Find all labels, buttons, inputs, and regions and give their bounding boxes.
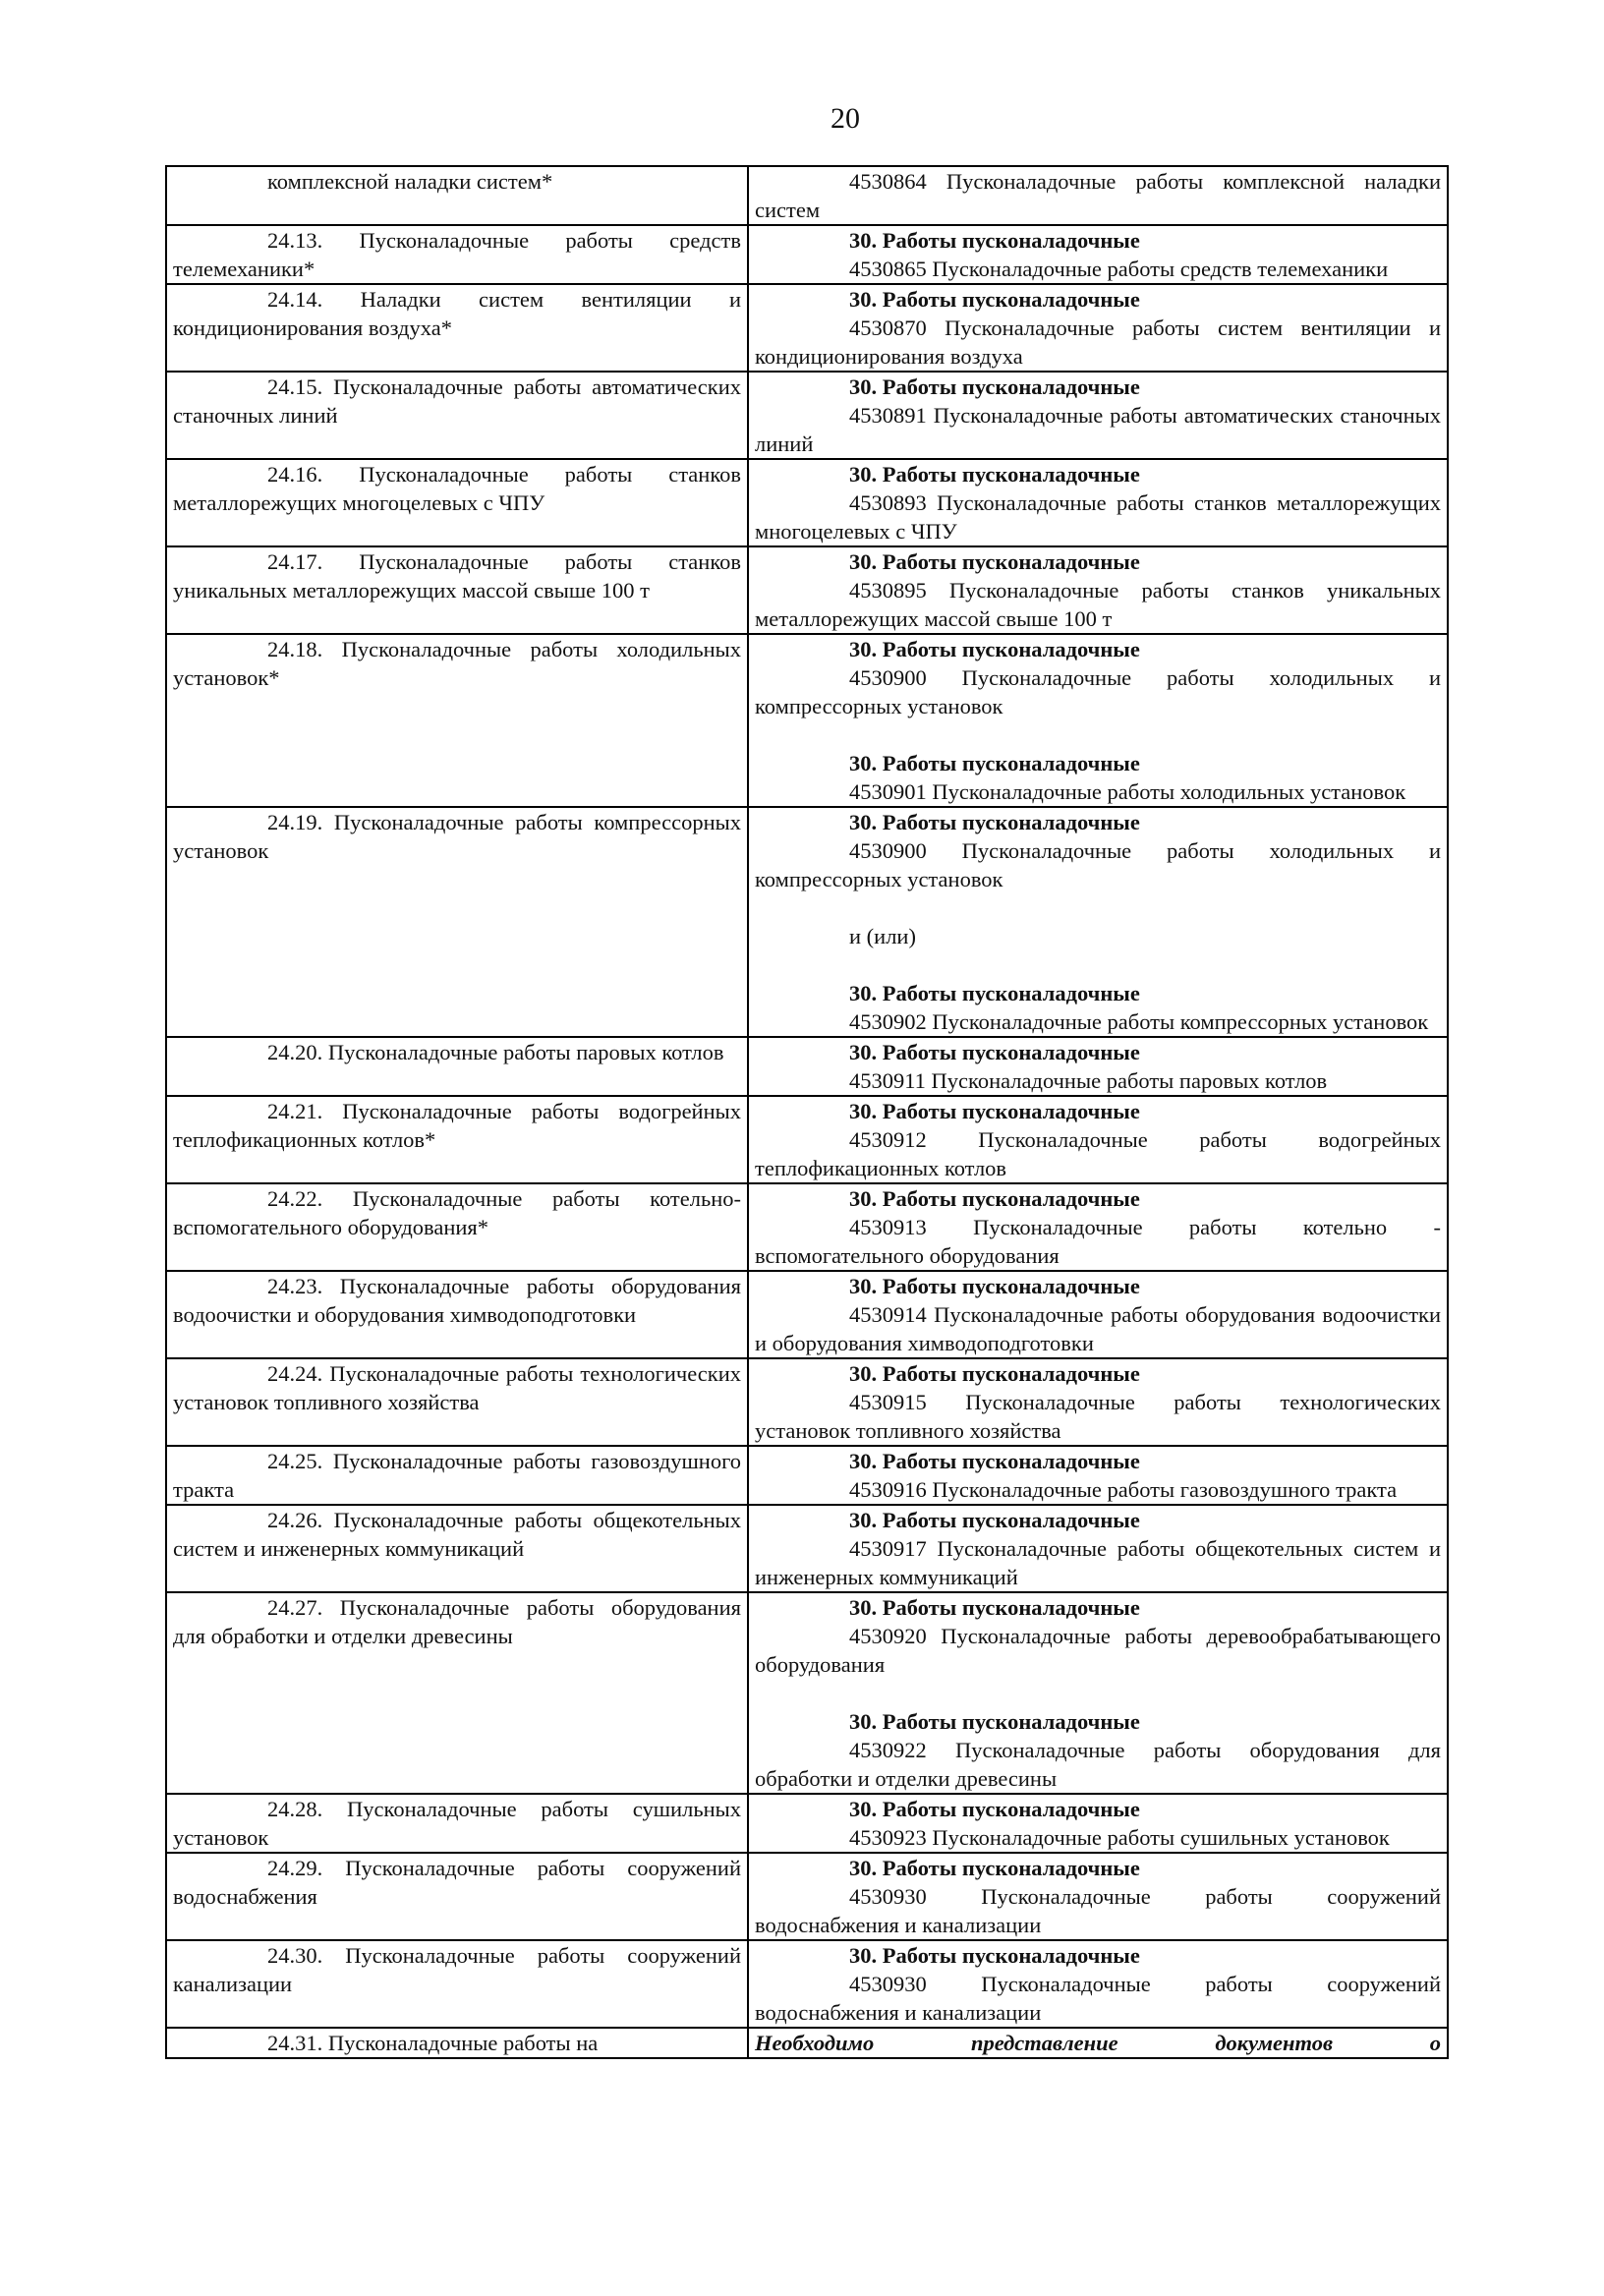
- page-number: 20: [831, 102, 860, 135]
- okdp-code-cell: [748, 1592, 1448, 1794]
- alternative-separator: и (или): [849, 924, 916, 948]
- work-type-text: 24.14. Наладки систем вентиляции и кондиционирования воздуха*: [173, 287, 741, 340]
- table-row: [166, 2028, 1448, 2058]
- okdp-code-entry: 4530870 Пусконаладочные работы систем вентиляции и кондиционирования воздуха: [755, 316, 1441, 369]
- okdp-code-entry: 4530902 Пусконаладочные работы компрессорных установок: [849, 1009, 1429, 1034]
- block-spacer: [755, 950, 1441, 979]
- work-type-cell: [166, 1096, 748, 1183]
- okdp-code-cell: [748, 807, 1448, 1037]
- okdp-code-entry: 4530930 Пусконаладочные работы сооружений водоснабжения и канализации: [755, 1972, 1441, 2025]
- okdp-code-entry: 4530901 Пусконаладочные работы холодильных установок: [849, 779, 1406, 804]
- okdp-code-entry: 4530864 Пусконаладочные работы комплексной наладки систем: [755, 169, 1441, 222]
- okdp-section-title: 30. Работы пусконаладочные: [849, 1595, 1140, 1620]
- table-row: [166, 1358, 1448, 1446]
- table-row: [166, 634, 1448, 807]
- okdp-code-entry: 4530900 Пусконаладочные работы холодильных и компрессорных установок: [755, 665, 1441, 718]
- block-spacer: [755, 893, 1441, 922]
- table-row: [166, 225, 1448, 284]
- work-type-text: 24.13. Пусконаладочные работы средств телемеханики*: [173, 228, 741, 281]
- okdp-code-cell: [748, 1271, 1448, 1358]
- table-row: [166, 459, 1448, 546]
- okdp-section-title: 30. Работы пусконаладочные: [849, 1709, 1140, 1734]
- table-row: [166, 807, 1448, 1037]
- work-type-cell: [166, 459, 748, 546]
- okdp-code-cell: [748, 1505, 1448, 1592]
- table-row: [166, 166, 1448, 225]
- work-type-cell: [166, 2028, 748, 2058]
- okdp-code-entry: 4530893 Пусконаладочные работы станков металлорежущих многоцелевых с ЧПУ: [755, 490, 1441, 544]
- table-row: [166, 1853, 1448, 1940]
- okdp-section-title: 30. Работы пусконаладочные: [849, 981, 1140, 1005]
- okdp-code-cell: [748, 1183, 1448, 1271]
- work-type-text: 24.22. Пусконаладочные работы котельно-вспомогательного оборудования*: [173, 1186, 741, 1239]
- okdp-section-title: 30. Работы пусконаладочные: [849, 1508, 1140, 1532]
- table-row: [166, 284, 1448, 372]
- okdp-code-entry: 4530930 Пусконаладочные работы сооружений водоснабжения и канализации: [755, 1884, 1441, 1937]
- okdp-section-title: 30. Работы пусконаладочные: [849, 549, 1140, 574]
- okdp-code-cell: [748, 1794, 1448, 1853]
- work-type-cell: [166, 1940, 748, 2028]
- block-spacer: [755, 720, 1441, 749]
- work-type-text: 24.21. Пусконаладочные работы водогрейных теплофикационных котлов*: [173, 1099, 741, 1152]
- table-row: [166, 1446, 1448, 1505]
- work-type-cell: [166, 372, 748, 459]
- work-type-text: 24.18. Пусконаладочные работы холодильных установок*: [173, 637, 741, 690]
- okdp-code-entry: 4530865 Пусконаладочные работы средств телемеханики: [849, 257, 1389, 281]
- work-types-table: [165, 165, 1449, 2059]
- okdp-code-cell: [748, 634, 1448, 807]
- okdp-code-cell: [748, 225, 1448, 284]
- work-type-text: 24.20. Пусконаладочные работы паровых котлов: [267, 1040, 724, 1064]
- work-type-text: 24.15. Пусконаладочные работы автоматических станочных линий: [173, 374, 741, 428]
- work-type-text: 24.23. Пусконаладочные работы оборудования водоочистки и оборудования химводоподготовки: [173, 1274, 741, 1327]
- table-row: [166, 1183, 1448, 1271]
- okdp-section-title: 30. Работы пусконаладочные: [849, 374, 1140, 399]
- okdp-code-entry: 4530914 Пусконаладочные работы оборудования водоочистки и оборудования химводоподготовки: [755, 1302, 1441, 1355]
- okdp-section-title: 30. Работы пусконаладочные: [849, 228, 1140, 253]
- work-type-cell: [166, 546, 748, 634]
- work-type-cell: [166, 284, 748, 372]
- okdp-code-entry: 4530915 Пусконаладочные работы технологических установок топливного хозяйства: [755, 1390, 1441, 1443]
- okdp-section-title: 30. Работы пусконаладочные: [849, 1274, 1140, 1298]
- okdp-section-title: 30. Работы пусконаладочные: [849, 287, 1140, 312]
- okdp-section-title: 30. Работы пусконаладочные: [849, 1856, 1140, 1880]
- table-row: [166, 546, 1448, 634]
- okdp-code-cell: [748, 1940, 1448, 2028]
- work-type-cell: [166, 634, 748, 807]
- work-type-text: 24.30. Пусконаладочные работы сооружений канализации: [173, 1943, 741, 1996]
- okdp-code-entry: 4530920 Пусконаладочные работы деревообрабатывающего оборудования: [755, 1624, 1441, 1677]
- okdp-code-entry: 4530916 Пусконаладочные работы газовоздушного тракта: [849, 1477, 1398, 1502]
- table-row: [166, 1271, 1448, 1358]
- work-type-text: 24.28. Пусконаладочные работы сушильных установок: [173, 1797, 741, 1850]
- block-spacer: [755, 1679, 1441, 1707]
- table-row: [166, 1096, 1448, 1183]
- work-type-cell: [166, 166, 748, 225]
- table-row: [166, 1037, 1448, 1096]
- work-type-cell: [166, 1037, 748, 1096]
- table-row: [166, 372, 1448, 459]
- work-type-text: 24.17. Пусконаладочные работы станков уникальных металлорежущих массой свыше 100 т: [173, 549, 741, 603]
- okdp-code-entry: 4530900 Пусконаладочные работы холодильных и компрессорных установок: [755, 838, 1441, 891]
- work-type-text: комплексной наладки систем*: [267, 169, 553, 194]
- work-type-text: 24.19. Пусконаладочные работы компрессорных установок: [173, 810, 741, 863]
- okdp-code-cell: [748, 372, 1448, 459]
- table-row: [166, 1940, 1448, 2028]
- okdp-code-cell: [748, 1446, 1448, 1505]
- okdp-code-entry: 4530922 Пусконаладочные работы оборудования для обработки и отделки древесины: [755, 1738, 1441, 1791]
- table-row: [166, 1592, 1448, 1794]
- okdp-code-entry: 4530913 Пусконаладочные работы котельно - вспомогательного оборудования: [755, 1215, 1441, 1268]
- work-type-text: 24.24. Пусконаладочные работы технологических установок топливного хозяйства: [173, 1361, 741, 1414]
- work-type-cell: [166, 1592, 748, 1794]
- okdp-code-cell: [748, 166, 1448, 225]
- work-type-cell: [166, 1183, 748, 1271]
- okdp-code-cell: [748, 1853, 1448, 1940]
- okdp-section-title: 30. Работы пусконаладочные: [849, 1943, 1140, 1968]
- work-type-cell: [166, 807, 748, 1037]
- okdp-code-entry: 4530912 Пусконаладочные работы водогрейных теплофикационных котлов: [755, 1127, 1441, 1180]
- okdp-code-cell: [748, 1358, 1448, 1446]
- okdp-section-title: 30. Работы пусконаладочные: [849, 637, 1140, 661]
- okdp-section-title: 30. Работы пусконаладочные: [849, 810, 1140, 834]
- okdp-section-title: 30. Работы пусконаладочные: [849, 1040, 1140, 1064]
- work-type-cell: [166, 1446, 748, 1505]
- okdp-section-title: 30. Работы пусконаладочные: [849, 462, 1140, 487]
- okdp-code-cell: [748, 459, 1448, 546]
- work-type-text: 24.31. Пусконаладочные работы на: [267, 2031, 599, 2055]
- table-row: [166, 1794, 1448, 1853]
- okdp-section-title: 30. Работы пусконаладочные: [849, 751, 1140, 775]
- okdp-code-cell: [748, 2028, 1448, 2058]
- work-type-cell: [166, 1505, 748, 1592]
- okdp-code-entry: 4530895 Пусконаладочные работы станков уникальных металлорежущих массой свыше 100 т: [755, 578, 1441, 631]
- work-type-cell: [166, 1271, 748, 1358]
- work-type-text: 24.29. Пусконаладочные работы сооружений водоснабжения: [173, 1856, 741, 1909]
- okdp-code-entry: 4530917 Пусконаладочные работы общекотельных систем и инженерных коммуникаций: [755, 1536, 1441, 1589]
- okdp-code-cell: [748, 1037, 1448, 1096]
- okdp-section-title: 30. Работы пусконаладочные: [849, 1099, 1140, 1123]
- okdp-code-cell: [748, 546, 1448, 634]
- okdp-section-title: 30. Работы пусконаладочные: [849, 1186, 1140, 1211]
- okdp-section-title: 30. Работы пусконаладочные: [849, 1361, 1140, 1386]
- work-type-text: 24.16. Пусконаладочные работы станков металлорежущих многоцелевых с ЧПУ: [173, 462, 741, 515]
- work-type-cell: [166, 1358, 748, 1446]
- work-type-cell: [166, 225, 748, 284]
- okdp-code-entry: 4530891 Пусконаладочные работы автоматических станочных линий: [755, 403, 1441, 456]
- okdp-code-entry: 4530923 Пусконаладочные работы сушильных установок: [849, 1825, 1390, 1850]
- work-type-cell: [166, 1853, 748, 1940]
- okdp-code-cell: [748, 284, 1448, 372]
- work-type-text: 24.27. Пусконаладочные работы оборудования для обработки и отделки древесины: [173, 1595, 741, 1648]
- work-type-text: 24.26. Пусконаладочные работы общекотельных систем и инженерных коммуникаций: [173, 1508, 741, 1561]
- okdp-code-entry: 4530911 Пусконаладочные работы паровых котлов: [849, 1068, 1328, 1093]
- requirement-note: Необходимо представление документов о: [755, 2031, 1441, 2055]
- work-type-cell: [166, 1794, 748, 1853]
- okdp-code-cell: [748, 1096, 1448, 1183]
- okdp-section-title: 30. Работы пусконаладочные: [849, 1797, 1140, 1821]
- table-row: [166, 1505, 1448, 1592]
- work-type-text: 24.25. Пусконаладочные работы газовоздушного тракта: [173, 1449, 741, 1502]
- okdp-section-title: 30. Работы пусконаладочные: [849, 1449, 1140, 1473]
